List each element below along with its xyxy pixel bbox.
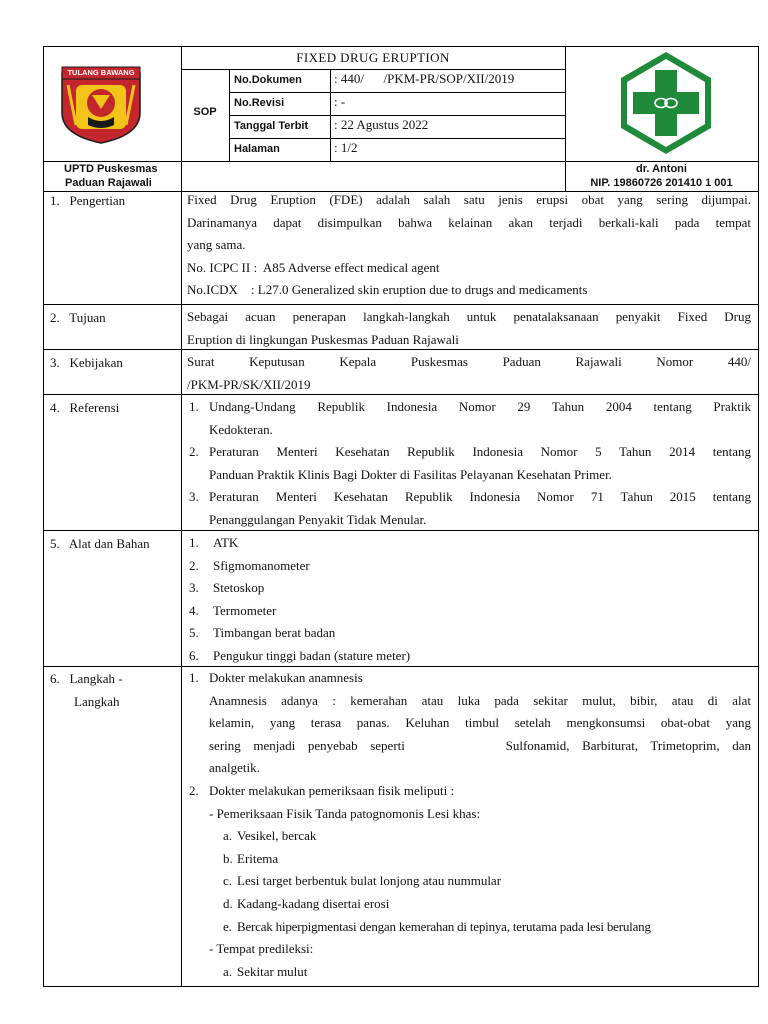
- meta-label-revisi: No.Revisi: [234, 97, 285, 109]
- equipment-number: 4.: [189, 602, 199, 618]
- step-item: [187, 780, 751, 983]
- reference-number: 3.: [189, 489, 199, 505]
- sub-item: [221, 870, 751, 893]
- label-langkah-2: Langkah: [74, 694, 120, 709]
- meta-value-dokumen: : 440/ /PKM-PR/SOP/XII/2019: [334, 71, 515, 86]
- signer-nip: NIP. 19860726 201410 1 001: [590, 177, 733, 189]
- org-name-line2: Paduan Rajawali: [65, 177, 152, 189]
- reference-item: [187, 441, 751, 486]
- sub-item-text: Sekitar mulut: [237, 963, 308, 979]
- row-langkah: [44, 666, 758, 988]
- reference-text: Peraturan Menteri Kesehatan Republik Indonesia Nomor 5 Tahun 2014 tentang: [209, 444, 751, 460]
- label-alat-bahan: 5. Alat dan Bahan: [50, 536, 150, 551]
- icpc-code: No. ICPC II : A85 Adverse effect medical agent: [187, 259, 440, 275]
- equipment-item: [187, 577, 751, 600]
- sub-item: [221, 961, 751, 984]
- sub-list: [209, 825, 751, 938]
- label-kebijakan: 3. Kebijakan: [50, 355, 123, 370]
- equipment-text: Termometer: [213, 602, 277, 618]
- label-referensi: 4. Referensi: [50, 400, 120, 415]
- meta-value-halaman: : 1/2: [334, 140, 358, 155]
- pengertian-line: Fixed Drug Eruption (FDE) adalah salah satu jenis erupsi obat yang sering dijumpai.: [187, 192, 751, 207]
- equipment-item: [187, 532, 751, 555]
- logo-text: TULANG BAWANG: [67, 68, 135, 77]
- regency-logo: [58, 65, 144, 145]
- equipment-number: 6.: [189, 647, 199, 663]
- pengertian-line: Darinamanya dapat disimpulkan bahwa kelainan akan terjadi berkali-kali pada tempat: [187, 214, 751, 230]
- puskesmas-logo: [617, 50, 715, 156]
- sop-header-table: [43, 46, 759, 192]
- equipment-item: [187, 645, 751, 668]
- reference-text: Panduan Praktik Klinis Bagi Dokter di Fasilitas Pelayanan Kesehatan Primer.: [209, 466, 612, 482]
- content-alat-bahan: [187, 532, 751, 668]
- sub-item-letter: a.: [223, 828, 233, 844]
- tujuan-line: Eruption di lingkungan Puskesmas Paduan Rajawali: [187, 331, 459, 347]
- sop-body-table: [43, 191, 759, 987]
- equipment-number: 5.: [189, 625, 199, 641]
- reference-number: 1.: [189, 399, 199, 414]
- equipment-item: [187, 600, 751, 623]
- equipment-text: Timbangan berat badan: [213, 625, 336, 641]
- step-number: 2.: [189, 782, 199, 798]
- row-alat-bahan: [44, 530, 758, 667]
- equipment-item: [187, 555, 751, 578]
- reference-text: Kedokteran.: [209, 421, 273, 437]
- label-langkah: 6. Langkah -: [50, 671, 123, 686]
- equipment-number: 2.: [189, 557, 199, 573]
- step-number: 1.: [189, 670, 199, 685]
- step-text: sering menjadi penyebab seperti Sulfonamid, Barbiturat, Trimetoprim, dan: [209, 737, 751, 753]
- reference-item: [187, 396, 751, 441]
- row-referensi: [44, 394, 758, 531]
- step-title: Dokter melakukan anamnesis: [209, 670, 363, 685]
- sub-heading: - Pemeriksaan Fisik Tanda patognomonis Lesi khas:: [209, 805, 481, 821]
- equipment-item: [187, 622, 751, 645]
- step-text: kelamin, yang terasa panas. Keluhan timbul setelah mengkonsumsi obat-obat yang: [209, 715, 751, 731]
- sub-item: [221, 916, 751, 939]
- sub-item-letter: b.: [223, 850, 233, 866]
- reference-text: Peraturan Menteri Kesehatan Republik Indonesia Nomor 71 Tahun 2015 tentang: [209, 489, 751, 505]
- content-kebijakan: [187, 351, 751, 396]
- sub-item-text: Eritema: [237, 850, 279, 866]
- label-pengertian: 1. Pengertian: [50, 193, 126, 208]
- reference-text: Undang-Undang Republik Indonesia Nomor 29 Tahun 2004 tentang Praktik: [209, 399, 751, 414]
- org-name-line1: UPTD Puskesmas: [64, 163, 158, 175]
- meta-value-tanggal: : 22 Agustus 2022: [334, 117, 429, 132]
- row-pengertian: [44, 191, 758, 304]
- pengertian-line: yang sama.: [187, 237, 246, 253]
- meta-label-dokumen: No.Dokumen: [234, 74, 302, 86]
- equipment-text: Sfigmomanometer: [213, 557, 310, 573]
- row-kebijakan: [44, 349, 758, 395]
- sub-item-letter: d.: [223, 895, 233, 911]
- step-text: analgetik.: [209, 760, 260, 776]
- sub-item-letter: e.: [223, 918, 232, 934]
- sub-item-text: Bercak hiperpigmentasi dengan kemerahan di tepinya, terutama pada lesi berulang: [237, 918, 651, 934]
- sub-item-letter: a.: [223, 963, 233, 979]
- tujuan-line: Sebagai acuan penerapan langkah-langkah untuk penatalaksanaan penyakit Fixed Drug: [187, 309, 751, 324]
- icdx-code: No.ICDX : L27.0 Generalized skin eruption due to drugs and medicaments: [187, 282, 588, 298]
- sub-item-text: Vesikel, bercak: [237, 828, 317, 844]
- sub-heading: - Tempat predileksi:: [209, 941, 314, 957]
- meta-label-halaman: Halaman: [234, 143, 280, 155]
- step-text: Anamnesis adanya : kemerahan atau luka pada sekitar mulut, bibir, atau di alat: [209, 692, 751, 708]
- step-title: Dokter melakukan pemeriksaan fisik meliputi :: [209, 782, 455, 798]
- sub-item-text: Lesi target berbentuk bulat lonjong atau nummular: [237, 873, 502, 889]
- sop-label: SOP: [193, 106, 217, 118]
- meta-value-revisi: : -: [334, 94, 346, 109]
- content-tujuan: [187, 306, 751, 351]
- equipment-text: Stetoskop: [213, 580, 265, 596]
- content-pengertian: [187, 189, 751, 302]
- equipment-text: Pengukur tinggi badan (stature meter): [213, 647, 411, 663]
- document-title: FIXED DRUG ERUPTION: [296, 50, 450, 65]
- sub-item: [221, 848, 751, 871]
- row-tujuan: [44, 304, 758, 350]
- step-item: [187, 667, 751, 780]
- equipment-number: 3.: [189, 580, 199, 596]
- label-tujuan: 2. Tujuan: [50, 310, 106, 325]
- kebijakan-line: Surat Keputusan Kepala Puskesmas Paduan Rajawali Nomor 440/: [187, 354, 751, 369]
- sub-item-text: Kadang-kadang disertai erosi: [237, 895, 390, 911]
- meta-label-tanggal: Tanggal Terbit: [234, 120, 309, 132]
- sub-list: [209, 961, 751, 984]
- equipment-text: ATK: [213, 535, 239, 550]
- sub-item-letter: c.: [223, 873, 233, 889]
- signer-name: dr. Antoni: [636, 163, 687, 175]
- content-langkah: [187, 667, 751, 983]
- sub-item: [221, 825, 751, 848]
- content-referensi: [187, 396, 751, 532]
- reference-number: 2.: [189, 444, 199, 460]
- equipment-number: 1.: [189, 535, 199, 550]
- sub-item: [221, 893, 751, 916]
- reference-item: [187, 486, 751, 531]
- kebijakan-line: /PKM-PR/SK/XII/2019: [187, 376, 311, 392]
- reference-text: Penanggulangan Penyakit Tidak Menular.: [209, 511, 427, 527]
